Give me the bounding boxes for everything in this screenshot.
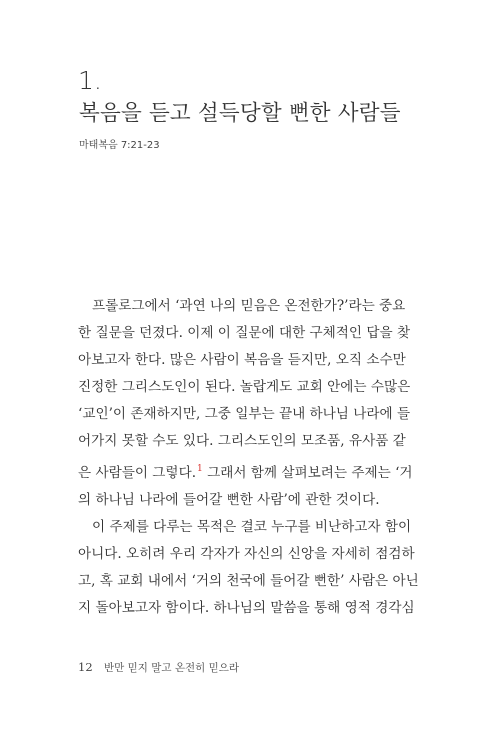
page-number: 12 xyxy=(78,660,93,674)
running-book-title: 반만 믿지 말고 온전히 믿으라 xyxy=(103,662,240,674)
footnote-marker[interactable]: 1 xyxy=(197,463,203,474)
paragraph-line: 아니다. 오히려 우리 각자가 자신의 신앙을 자세히 점검하 xyxy=(78,545,415,562)
chapter-title: 복음을 듣고 설득당할 뻔한 사람들 xyxy=(79,101,401,126)
paragraph-line: 아보고자 한다. 많은 사람이 복음을 듣지만, 오직 소수만 xyxy=(78,352,406,369)
paragraph-line: 이 주제를 다루는 목적은 결코 누구를 비난하고자 함이 xyxy=(92,518,412,535)
chapter-number: 1. xyxy=(78,66,102,95)
paragraph-line: 고, 혹 교회 내에서 ‘거의 천국에 들어갈 뻔한’ 사람은 아닌 xyxy=(78,572,419,589)
scripture-reference: 마태복음 7:21-23 xyxy=(79,140,160,151)
paragraph-line: 진정한 그리스도인이 된다. 놀랍게도 교회 안에는 수많은 xyxy=(78,379,411,396)
body-text xyxy=(78,293,422,622)
line-text: 은 사람들이 그렇다. xyxy=(78,464,197,481)
paragraph-line: 한 질문을 던졌다. 이제 이 질문에 대한 구체적인 답을 찾 xyxy=(78,325,411,342)
paragraph-line: 지 돌아보고자 함이다. 하나님의 말씀을 통해 영적 경각심 xyxy=(78,600,415,617)
page-footer xyxy=(78,660,239,675)
line-text-continued: 그래서 함께 살펴보려는 주제는 ‘거 xyxy=(202,464,413,481)
paragraph-line-with-footnote xyxy=(78,456,422,487)
paragraph-line: 어가지 못할 수도 있다. 그리스도인의 모조품, 유사품 같 xyxy=(78,433,406,450)
paragraph-line: 의 하나님 나라에 들어갈 뻔한 사람’에 관한 것이다. xyxy=(78,491,380,508)
paragraph-line: 프롤로그에서 ‘과연 나의 믿음은 온전한가?’라는 중요 xyxy=(92,298,406,314)
paragraph-line: ‘교인’이 존재하지만, 그중 일부는 끝내 하나님 나라에 들 xyxy=(78,406,411,423)
